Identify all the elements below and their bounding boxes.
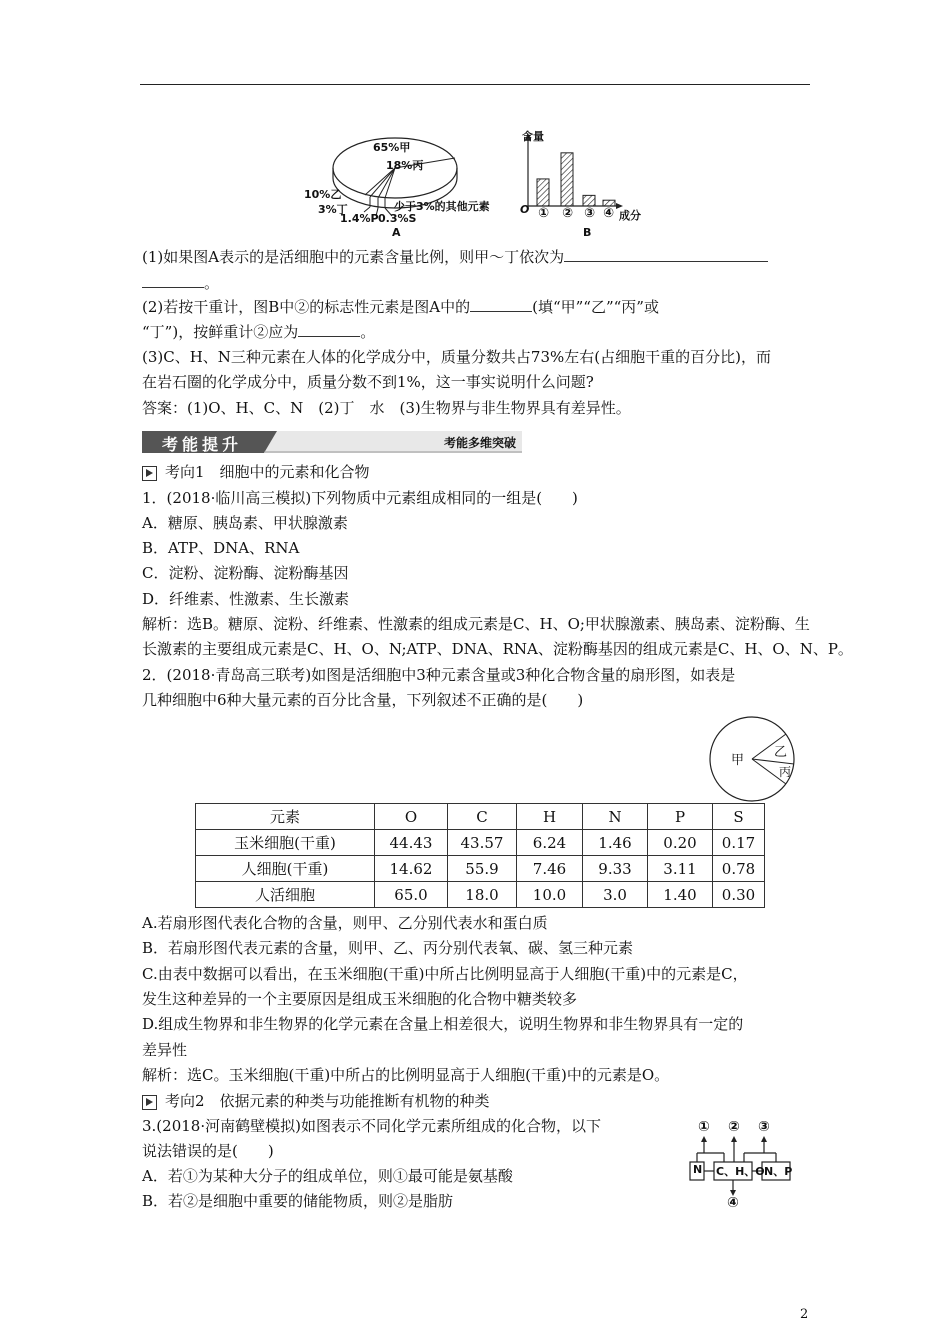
table-cell: 10.0 xyxy=(517,882,583,908)
q1-explanation-2: 长激素的主要组成元素是C、H、O、N;ATP、DNA、RNA、淀粉酶基因的组成元素是C、H、O、N、P。 xyxy=(142,640,853,658)
pie-label-p: 1.4%P xyxy=(340,212,379,225)
table-cell: 1.46 xyxy=(583,830,648,856)
q2-option-d-1: D.组成生物界和非生物界的化学元素在含量上相差很大，说明生物界和非生物界具有一定的 xyxy=(142,1015,744,1033)
section2-title: 考向2 依据元素的种类与功能推断有机物的种类 xyxy=(142,1091,490,1111)
table-header-cell: O xyxy=(375,804,448,830)
answer-blank xyxy=(142,273,204,288)
table-cell: 7.46 xyxy=(517,856,583,882)
play-icon xyxy=(142,466,157,481)
table-header-cell: 元素 xyxy=(196,804,375,830)
table-cell: 玉米细胞(干重) xyxy=(196,830,375,856)
section-banner xyxy=(142,431,522,453)
table-cell: 0.17 xyxy=(713,830,765,856)
section1-title: 考向1 细胞中的元素和化合物 xyxy=(142,462,370,482)
answer-blank xyxy=(470,297,532,312)
table-cell: 0.78 xyxy=(713,856,765,882)
q2-pie-label-jia: 甲 xyxy=(731,753,745,768)
q1-option-d: D．纤维素、性激素、生长激素 xyxy=(142,590,350,608)
q2-pie-label-yi: 乙 xyxy=(774,745,788,760)
q2-option-b: B．若扇形图代表元素的含量，则甲、乙、丙分别代表氧、碳、氢三种元素 xyxy=(142,939,634,957)
table-cell: 43.57 xyxy=(448,830,517,856)
figure-b-tick-1: ① xyxy=(538,206,550,221)
q1-explanation-1: 解析：选B。糖原、淀粉、纤维素、性激素的组成元素是C、H、O;甲状腺激素、胰岛素、淀粉酶、生 xyxy=(142,615,810,633)
q3-stem-1: 3.(2018·河南鹤壁模拟)如图表示不同化学元素所组成的化合物，以下 xyxy=(142,1117,601,1135)
q-part1-end: 。 xyxy=(142,273,219,293)
element-table xyxy=(195,803,765,908)
figure-b-origin: O xyxy=(520,203,530,216)
q3-option-a: A．若①为某种大分子的组成单位，则①最可能是氨基酸 xyxy=(142,1167,513,1185)
table-header-cell: N xyxy=(583,804,648,830)
table-cell: 0.20 xyxy=(648,830,713,856)
diagram-bottom-4: ④ xyxy=(727,1195,739,1211)
q2-pie-label-bing: 丙 xyxy=(779,765,792,779)
play-icon xyxy=(142,1095,157,1110)
q2-stem-1: 2．(2018·青岛高三联考)如图是活细胞中3种元素含量或3种化合物含量的扇形图，如表是 xyxy=(142,666,736,684)
q2-option-c-1: C.由表中数据可以看出，在玉米细胞(干重)中所占比例明显高于人细胞(干重)中的元素是C， xyxy=(142,965,748,983)
diagram-box-np: N、P xyxy=(764,1165,793,1178)
table-cell: 55.9 xyxy=(448,856,517,882)
table-cell: 0.30 xyxy=(713,882,765,908)
q2-option-a: A.若扇形图代表化合物的含量，则甲、乙分别代表水和蛋白质 xyxy=(142,914,548,932)
pie-label-ding: 3%丁 xyxy=(318,203,348,216)
q-part3-line2: 在岩石圈的化学成分中，质量分数不到1%，这一事实说明什么问题? xyxy=(142,373,594,391)
q1-option-a: A．糖原、胰岛素、甲状腺激素 xyxy=(142,514,348,532)
table-cell: 65.0 xyxy=(375,882,448,908)
table-header-cell: P xyxy=(648,804,713,830)
bar-2 xyxy=(561,153,573,206)
diagram-top-2: ② xyxy=(728,1119,740,1135)
q1-option-c: C．淀粉、淀粉酶、淀粉酶基因 xyxy=(142,564,349,582)
figure-b-xlabel: 成分 xyxy=(619,209,641,222)
table-cell: 人细胞(干重) xyxy=(196,856,375,882)
page-number: 2 xyxy=(800,1307,809,1322)
figure-b-tick-3: ③ xyxy=(584,206,596,221)
pie-label-other: 少于3%的其他元素 xyxy=(394,200,490,213)
q3-option-b: B．若②是细胞中重要的储能物质，则②是脂肪 xyxy=(142,1192,454,1210)
q3-stem-2: 说法错误的是( ) xyxy=(142,1142,274,1160)
diagram-box-n: N xyxy=(693,1163,703,1176)
table-header-row xyxy=(196,804,765,830)
table-cell: 14.62 xyxy=(375,856,448,882)
q-part1: (1)如果图A表示的是活细胞中的元素含量比例，则甲～丁依次为 xyxy=(142,247,768,267)
pie-label-s: 0.3%S xyxy=(378,212,417,225)
bar-3 xyxy=(583,195,595,206)
q-part2-line2: “丁”)，按鲜重计②应为 。 xyxy=(142,323,376,341)
q2-pie-chart xyxy=(704,714,804,804)
table-row xyxy=(196,856,765,882)
diagram-top-1: ① xyxy=(698,1119,710,1135)
q1-stem: 1．(2018·临川高三模拟)下列物质中元素组成相同的一组是( ) xyxy=(142,489,578,507)
figure-b-caption: B xyxy=(583,226,592,239)
table-cell: 9.33 xyxy=(583,856,648,882)
table-header-cell: C xyxy=(448,804,517,830)
table-cell: 44.43 xyxy=(375,830,448,856)
table-cell: 人活细胞 xyxy=(196,882,375,908)
pie-label-jia: 65%甲 xyxy=(373,141,411,154)
q2-option-d-2: 差异性 xyxy=(142,1041,188,1059)
banner-title: 考能提升 xyxy=(162,435,243,454)
table-cell: 18.0 xyxy=(448,882,517,908)
answer-text: 答案：(1)O、H、C、N (2)丁 水 (3)生物界与非生物界具有差异性。 xyxy=(142,399,631,417)
bar-1 xyxy=(537,179,549,206)
table-row xyxy=(196,830,765,856)
table-cell: 6.24 xyxy=(517,830,583,856)
figure-b-ylabel: 含量 xyxy=(522,130,544,143)
pie-label-yi: 10%乙 xyxy=(304,188,342,201)
header-rule xyxy=(140,84,810,85)
figure-b-tick-4: ④ xyxy=(603,206,615,221)
table-header-cell: S xyxy=(713,804,765,830)
table-header-cell: H xyxy=(517,804,583,830)
q-part3-line1: (3)C、H、N三种元素在人体的化学成分中，质量分数共占73%左右(占细胞干重的百分比)，而 xyxy=(142,348,771,366)
banner-subtitle: 考能多维突破 xyxy=(443,436,516,450)
table-cell: 3.0 xyxy=(583,882,648,908)
answer-blank xyxy=(564,247,768,262)
q2-explanation: 解析：选C。玉米细胞(干重)中所占的比例明显高于人细胞(干重)中的元素是O。 xyxy=(142,1066,670,1084)
q1-option-b: B．ATP、DNA、RNA xyxy=(142,539,300,557)
table-row xyxy=(196,882,765,908)
q-part2-line1: (2)若按干重计，图B中②的标志性元素是图A中的 (填“甲”“乙”“丙”或 xyxy=(142,298,659,316)
diagram-top-3: ③ xyxy=(758,1119,770,1135)
table-cell: 1.40 xyxy=(648,882,713,908)
diagram-box-cho: C、H、O xyxy=(716,1165,765,1178)
q2-stem-2: 几种细胞中6种大量元素的百分比含量，下列叙述不正确的是( ) xyxy=(142,691,584,709)
pie-label-bing: 18%丙 xyxy=(386,159,424,172)
figure-a-caption: A xyxy=(392,226,401,239)
q2-option-c-2: 发生这种差异的一个主要原因是组成玉米细胞的化合物中糖类较多 xyxy=(142,990,578,1008)
table-cell: 3.11 xyxy=(648,856,713,882)
figure-b-tick-2: ② xyxy=(562,206,574,221)
answer-blank xyxy=(298,322,360,337)
